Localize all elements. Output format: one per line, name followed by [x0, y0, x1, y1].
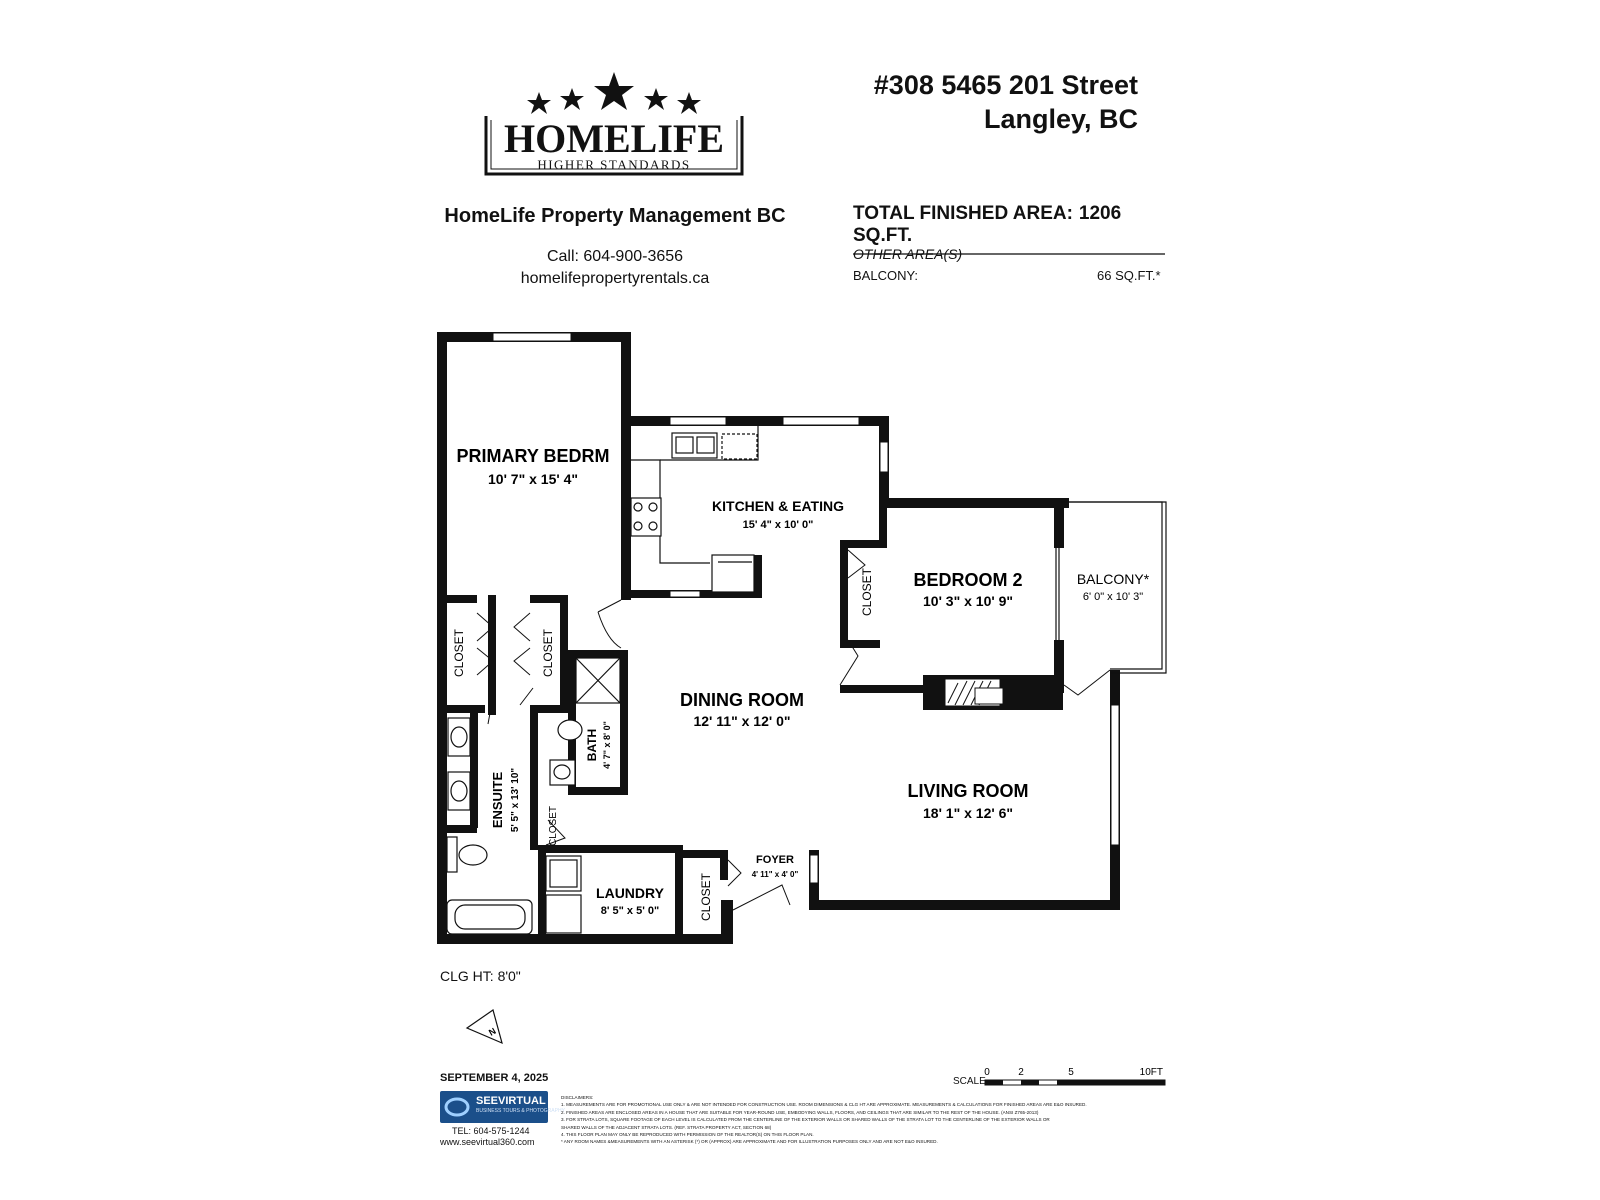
closet-label: CLOSET — [860, 567, 874, 617]
bath-name: BATH — [585, 728, 599, 762]
total-area-value: 1206 SQ.FT. — [853, 203, 1122, 246]
closet-label: CLOSET — [541, 628, 555, 678]
walls — [437, 332, 1120, 944]
closet-label: CLOSET — [699, 872, 713, 922]
laundry-name: LAUNDRY — [596, 885, 664, 901]
kitchen-dims: 15' 4" x 10' 0" — [742, 519, 814, 531]
logo-brand-text: HOMELIFE — [503, 116, 725, 161]
company-name: HomeLife Property Management BC — [444, 205, 786, 227]
disclaimer-line: DISCLAIMERS: — [561, 1095, 594, 1100]
scale-label: SCALE — [953, 1076, 986, 1087]
closet-label: CLOSET — [452, 628, 466, 678]
dining-room-dims: 12' 11" x 12' 0" — [693, 713, 791, 729]
north-label: N — [487, 1025, 498, 1038]
disclaimer-line: 3. FOR STRATA LOTS, SQUARE FOOTAGE OF EACH LEVEL IS CALCULATED FROM THE CENTERLINE OF THE EXTERIOR WALLS OR SHARED WALLS OF THE STRATA LOT TO THE CENTERLINE OF THE EXTERIOR WALLS OR — [561, 1117, 1050, 1123]
ensuite-dims: 5' 5" x 13' 10" — [510, 767, 521, 833]
logo-tagline-text: HIGHER STANDARDS — [537, 157, 691, 172]
balcony-outline — [1056, 502, 1166, 673]
laundry-dims: 8' 5" x 5' 0" — [600, 905, 660, 917]
disclaimer-line: 2. FINISHED AREAS ARE ENCLOSED AREAS IN A HOUSE THAT ARE SUITABLE FOR YEAR-ROUND USE, EMBODYING WALLS, FLOORS, AND CEILINGS THAT ARE SIMILAR TO THE REST OF THE HOUSE. (ANSI Z765-2013) — [561, 1109, 1039, 1115]
scale-tick: 2 — [1018, 1067, 1024, 1078]
dining-room-name: DINING ROOM — [680, 690, 804, 710]
address-line1: #308 5465 201 Street — [873, 70, 1138, 100]
living-room-dims: 18' 1" x 12' 6" — [923, 805, 1013, 821]
fireplace-icon — [945, 679, 1003, 706]
seevirtual-phone: TEL: 604-575-1244 — [452, 1126, 530, 1136]
balcony-name: BALCONY* — [1076, 571, 1150, 587]
seevirtual-name: SEEVIRTUAL — [476, 1095, 546, 1107]
scale-tick: 5 — [1068, 1067, 1074, 1078]
ensuite-name: ENSUITE — [490, 771, 505, 829]
scale-bar — [985, 1080, 1165, 1085]
disclaimers — [561, 1094, 1141, 1146]
living-room-name: LIVING ROOM — [907, 781, 1029, 801]
plan-date: SEPTEMBER 4, 2025 — [440, 1072, 549, 1084]
company-website[interactable]: homelifepropertyrentals.ca — [520, 270, 710, 287]
balcony-area-label: BALCONY: — [853, 268, 919, 283]
seevirtual-swirl-icon — [443, 1092, 473, 1122]
primary-bedroom-name: PRIMARY BEDRM — [456, 446, 610, 466]
bedroom2-dims: 10' 3" x 10' 9" — [923, 593, 1013, 609]
disclaimer-line: 4. THIS FLOOR PLAN MAY ONLY BE REPRODUCED WITH PERMISSION OF THE REALTOR(S) ON THIS FLOOR PLAN. — [561, 1132, 814, 1138]
kitchen-name: KITCHEN & EATING — [712, 498, 844, 514]
bedroom2-name: BEDROOM 2 — [913, 570, 1023, 590]
north-arrow-icon — [467, 1010, 502, 1043]
ceiling-height: CLG HT: 8'0" — [440, 968, 521, 984]
seevirtual-website[interactable]: www.seevirtual360.com — [440, 1137, 535, 1147]
balcony-dims: 6' 0" x 10' 3" — [1082, 591, 1144, 603]
balcony-area-value: 66 SQ.FT.* — [1097, 268, 1161, 283]
foyer-dims: 4' 11" x 4' 0" — [751, 870, 799, 879]
closet-label: CLOSET — [548, 805, 559, 847]
seevirtual-tagline: BUSINESS TOURS & PHOTOGRAPHY — [476, 1108, 565, 1114]
foyer-name: FOYER — [756, 854, 794, 866]
disclaimer-line: * ANY ROOM NAMES &MEASUREMENTS WITH AN ASTERISK (*) OR (APPROX) ARE APPROXIMATE AND FOR ILLUSTRATION PURPOSES ONLY AND ARE NOT E&O INSURED. — [561, 1139, 938, 1145]
scale-tick: 10FT — [1139, 1067, 1163, 1078]
primary-bedroom-dims: 10' 7" x 15' 4" — [488, 471, 578, 487]
address-line2: Langley, BC — [983, 104, 1138, 134]
total-area-label: TOTAL FINISHED AREA: — [853, 203, 1073, 224]
company-phone: Call: 604-900-3656 — [546, 248, 684, 265]
bath-dims: 4' 7" x 8' 0" — [602, 721, 612, 769]
scale-tick: 0 — [984, 1067, 990, 1078]
disclaimer-line: SHARED WALLS OF THE ADJACENT STRATA LOTS. (REF. STRATA PROPERTY ACT, SECTION 68) — [561, 1124, 772, 1130]
other-areas-heading: OTHER AREA(S) — [853, 246, 963, 262]
disclaimer-line: 1. MEASUREMENTS ARE FOR PROMOTIONAL USE ONLY & ARE NOT INTENDED FOR CONSTRUCTION USE. ROOM DIMENSIONS & CLG HT ARE APPROXIMATE. MEASUREMENTS & CALCULATIONS FOR FINISHED AREAS ARE E&O INSURED. — [561, 1102, 1087, 1108]
